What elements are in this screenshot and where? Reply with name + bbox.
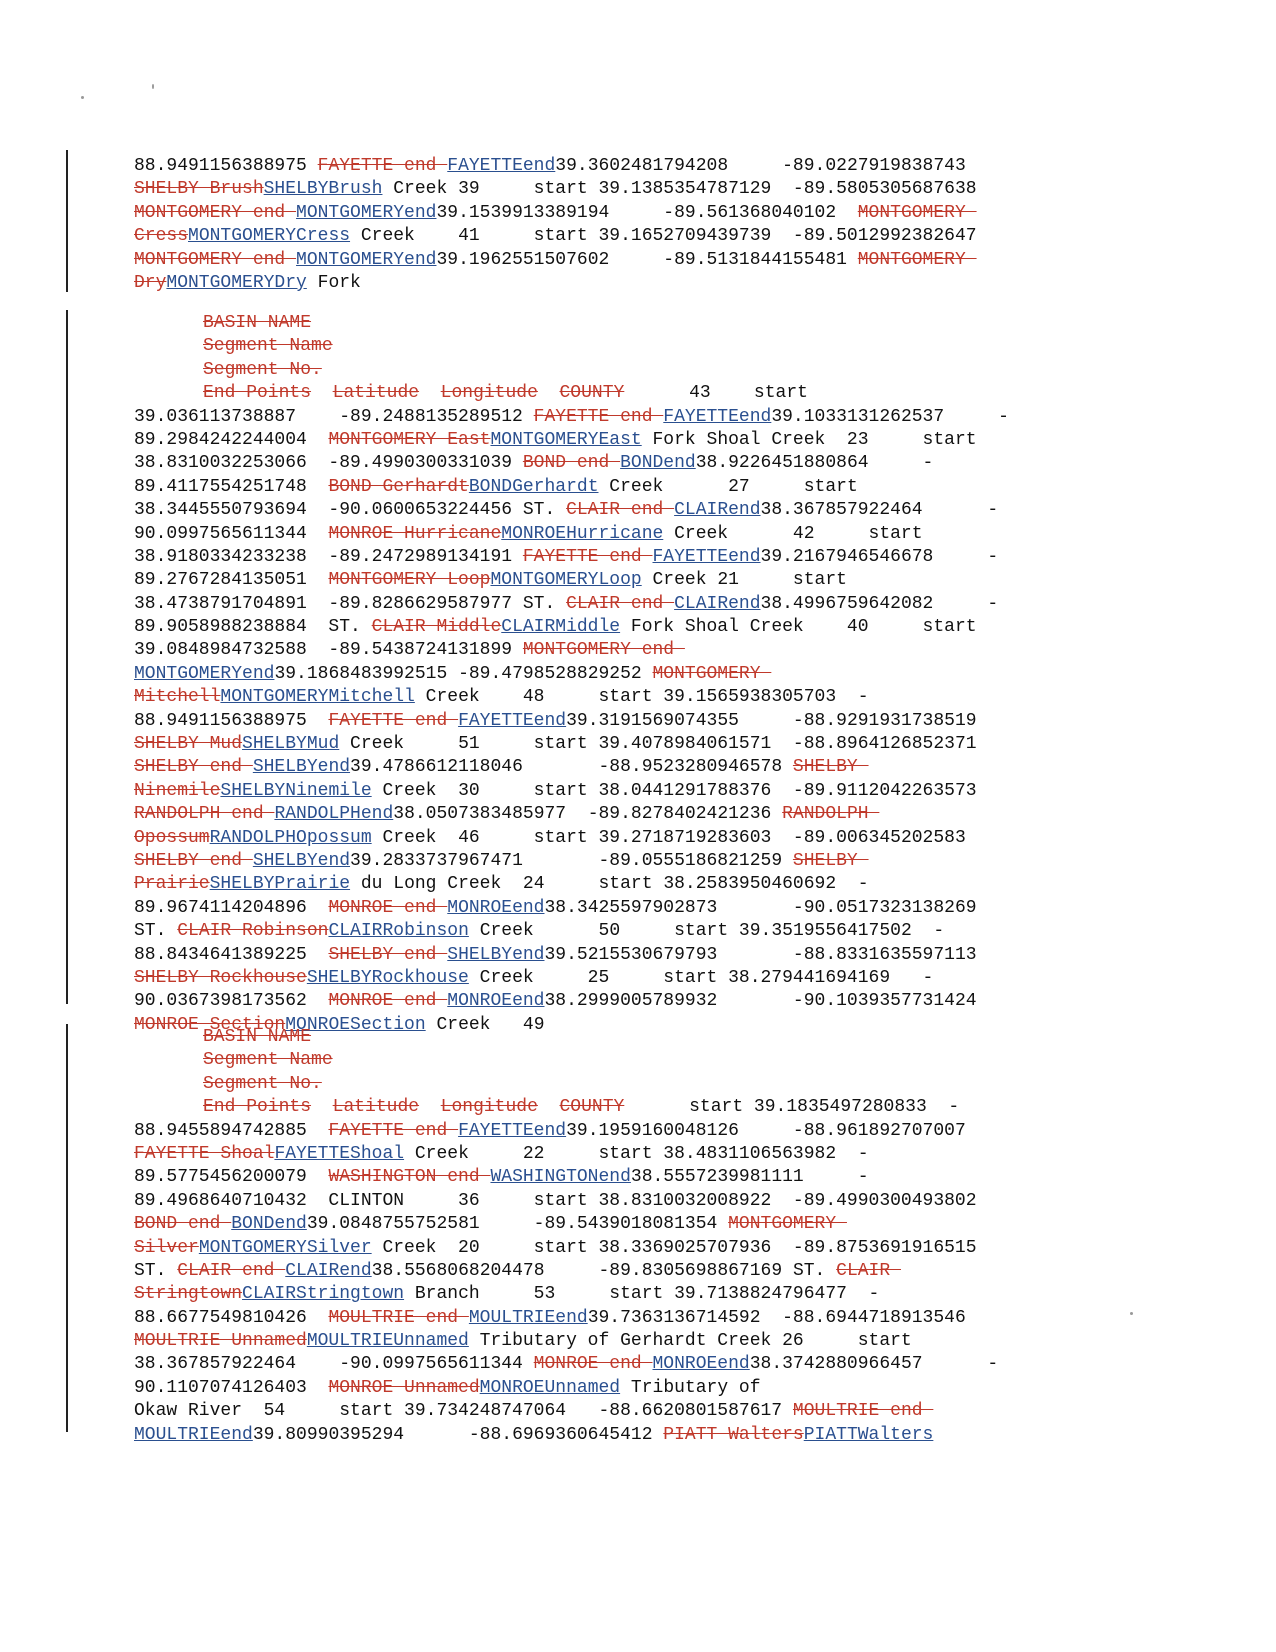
text-line (134, 686, 1009, 709)
deleted-header-label: Longitude (440, 1097, 538, 1118)
text-line (134, 663, 1009, 686)
header-line (134, 1026, 998, 1049)
text-line (134, 1353, 998, 1376)
inserted-text: SHELBYend (252, 850, 351, 871)
plain-text: 38.2999005789932 -90.1039357731424 (544, 991, 977, 1012)
plain-text: 39.7363136714592 -88.6944718913546 (587, 1307, 966, 1328)
deleted-text: MONROE Unnamed (328, 1377, 480, 1398)
paragraph-2 (134, 312, 1009, 1037)
plain-text: 39.80990395294 -88.6969360645412 (252, 1424, 664, 1445)
inserted-text: MONTGOMERYCress (188, 226, 351, 247)
plain-text: Creek 22 start 38.4831106563982 - (404, 1143, 869, 1164)
deleted-text: Prairie (134, 874, 210, 895)
inserted-text: SHELBYRockhouse (306, 967, 469, 988)
inserted-text: SHELBYPrairie (209, 874, 351, 895)
deleted-text: MONTGOMERY Loop (328, 570, 491, 591)
deleted-text: MONROE end (533, 1354, 653, 1375)
text-line (134, 178, 977, 201)
plain-text: 39.0848984732588 -89.5438724131899 (134, 640, 523, 661)
inserted-text: MONROEHurricane (501, 523, 664, 544)
deleted-header-label: Longitude (440, 383, 538, 404)
plain-text: 88.6677549810426 (134, 1307, 329, 1328)
plain-text: 88.9491156388975 (134, 710, 329, 731)
plain-text: 39.1868483992515 -89.4798528829252 (274, 663, 653, 684)
text-line (134, 944, 1009, 967)
plain-text: 38.3425597902873 -90.0517323138269 (544, 897, 977, 918)
inserted-text: FAYETTEend (458, 710, 567, 731)
plain-text: 39.2833737967471 -89.0555186821259 (350, 850, 793, 871)
deleted-text: Cress (134, 226, 189, 247)
deleted-text: MONROE Section (134, 1014, 286, 1035)
plain-text: Creek 25 start 38.279441694169 - (468, 967, 934, 988)
inserted-text: CLAIRRobinson (328, 921, 469, 942)
plain-text: Branch 53 start 39.7138824796477 - (404, 1284, 880, 1305)
paragraph-1 (134, 155, 977, 295)
deleted-header-label: COUNTY (559, 383, 625, 404)
plain-text: Tributary of Gerhardt Creek 26 start (468, 1331, 912, 1352)
text-line (134, 1237, 998, 1260)
deleted-header-label: Segment Name (203, 336, 333, 357)
inserted-text: MONROEend (652, 1354, 750, 1375)
deleted-text: RANDOLPH (782, 804, 880, 825)
plain-text: Creek 21 start (641, 570, 847, 591)
inserted-text: MONTGOMERYEast (490, 429, 642, 450)
plain-text: 38.9180334233238 -89.2472989134191 (134, 546, 523, 567)
text-line (134, 499, 1009, 522)
text-line (134, 225, 977, 248)
deleted-header-label: Latitude (332, 1097, 420, 1118)
deleted-header-label: BASIN NAME (203, 313, 312, 333)
text-line (134, 593, 1009, 616)
plain-text: 38.0507383485977 -89.8278402421236 (393, 804, 783, 825)
inserted-text: SHELBYMud (242, 734, 340, 755)
inserted-text: CLAIRend (674, 500, 761, 521)
deleted-text: SHELBY end (328, 944, 448, 965)
text-line (134, 406, 1009, 429)
deleted-text: MONROE end (328, 991, 448, 1012)
inserted-text: SHELBYBrush (263, 179, 383, 200)
deleted-text: FAYETTE end (533, 406, 664, 427)
plain-text: 38.367857922464 - (760, 500, 999, 521)
plain-text: ST. (134, 921, 178, 942)
inserted-text: RANDOLPHend (274, 804, 394, 825)
scan-speck (81, 96, 84, 99)
inserted-text: FAYETTEend (458, 1120, 567, 1141)
plain-text: 89.5775456200079 (134, 1167, 329, 1188)
plain-text: Creek 41 start 39.1652709439739 -89.5012992382647 (350, 226, 977, 247)
plain-text: Okaw River 54 start 39.734248747064 -88.6620801587617 (134, 1401, 793, 1422)
text-line (134, 476, 1009, 499)
text-line (134, 523, 1009, 546)
plain-text: 39.036113738887 -89.2488135289512 (134, 406, 534, 427)
inserted-text: MONTGOMERYDry (166, 272, 307, 293)
inserted-text: MONTGOMERYMitchell (220, 687, 415, 708)
plain-text: Creek 30 start 38.0441291788376 -89.9112042263573 (371, 780, 977, 801)
deleted-text: Ninemile (134, 780, 221, 801)
plain-text: Creek 48 start 39.1565938305703 - (414, 687, 869, 708)
deleted-header-label: Segment Name (203, 1050, 333, 1071)
inserted-text: FAYETTEend (447, 156, 556, 176)
plain-text: 88.9491156388975 (134, 156, 318, 176)
deleted-text: CLAIR end (566, 500, 675, 521)
deleted-header-label: COUNTY (559, 1097, 625, 1118)
plain-text: 39.4786612118046 -88.9523280946578 (350, 757, 793, 778)
plain-text: Creek 46 start 39.2718719283603 -89.006345202583 (371, 827, 966, 848)
header-line (134, 1096, 998, 1119)
text-line (134, 1283, 998, 1306)
text-line (134, 249, 977, 272)
deleted-text: BOND end (134, 1214, 232, 1235)
deleted-text: SHELBY (792, 850, 869, 871)
inserted-text: SHELBYNinemile (220, 780, 372, 801)
plain-text: 38.4738791704891 -89.8286629587977 ST. (134, 593, 567, 614)
deleted-text: SHELBY (792, 757, 869, 778)
header-line (134, 1049, 998, 1072)
deleted-text: MOULTRIE end (792, 1401, 934, 1422)
plain-text: 39.0848755752581 -89.5439018081354 (306, 1214, 729, 1235)
text-line (134, 756, 1009, 779)
deleted-text: MONTGOMERY (857, 249, 977, 270)
plain-text: ST. (134, 1260, 178, 1281)
plain-text: 89.2984242244004 (134, 429, 329, 450)
plain-text: Creek 42 start (663, 523, 923, 544)
plain-text: Fork Shoal Creek 23 start (641, 429, 977, 450)
inserted-text: SHELBYend (252, 757, 351, 778)
plain-text: Creek 27 start (598, 476, 858, 497)
scan-speck (1130, 1312, 1133, 1315)
text-line (134, 202, 977, 225)
plain-text: Creek 51 start 39.4078984061571 -88.8964126852371 (339, 734, 977, 755)
inserted-text: CLAIRend (674, 593, 761, 614)
header-tail-text: 43 start (689, 383, 808, 404)
deleted-text: SHELBY end (134, 850, 253, 871)
plain-text: 38.3445550793694 -90.0600653224456 ST. (134, 500, 567, 521)
text-line (134, 897, 1009, 920)
plain-text: 39.1539913389194 -89.561368040102 (436, 202, 858, 223)
text-line (134, 1400, 998, 1423)
deleted-text: CLAIR (836, 1260, 901, 1281)
header-line (134, 359, 1009, 382)
text-line (134, 733, 1009, 756)
text-line (134, 639, 1009, 662)
deleted-text: Silver (134, 1237, 199, 1258)
plain-text: Creek 39 start 39.1385354787129 -89.5805305687638 (382, 179, 977, 200)
deleted-text: Mitchell (134, 687, 221, 708)
text-line (134, 1213, 998, 1236)
header-line (134, 382, 1009, 405)
deleted-header-label: BASIN NAME (203, 1027, 312, 1047)
deleted-header-label: Segment No. (203, 1073, 322, 1094)
inserted-text: MONROEend (447, 991, 545, 1012)
deleted-text: SHELBY Brush (134, 179, 264, 200)
text-line (134, 920, 1009, 943)
inserted-text: FAYETTEend (663, 406, 772, 427)
scan-speck (152, 84, 154, 89)
inserted-text: BONDend (620, 453, 696, 474)
plain-text: 88.9455894742885 (134, 1120, 329, 1141)
text-line (134, 990, 1009, 1013)
inserted-text: SHELBYend (447, 944, 545, 965)
deleted-text: SHELBY Rockhouse (134, 967, 307, 988)
inserted-text: MONTGOMERYend (296, 249, 437, 270)
inserted-text: MONTGOMERYend (134, 663, 275, 684)
deleted-text: CLAIR end (177, 1260, 286, 1281)
inserted-text: WASHINGTONend (490, 1167, 631, 1188)
deleted-text: BOND Gerhardt (328, 476, 469, 497)
deleted-header-label: End Points (203, 383, 312, 404)
inserted-text: FAYETTEShoal (274, 1143, 405, 1164)
inserted-text: MOULTRIEend (134, 1424, 253, 1445)
text-line (134, 1424, 998, 1447)
inserted-text: MONTGOMERYLoop (490, 570, 642, 591)
plain-text: 39.1959160048126 -88.961892707007 (566, 1120, 966, 1141)
text-line (134, 616, 1009, 639)
plain-text: 38.4996759642082 - (760, 593, 999, 614)
plain-text: 89.4117554251748 (134, 476, 329, 497)
plain-text: 39.3602481794208 -89.0227919838743 (555, 156, 966, 176)
deleted-text: WASHINGTON end (328, 1167, 491, 1188)
text-line (134, 1307, 998, 1330)
deleted-text: FAYETTE end (317, 156, 448, 176)
inserted-text: MONTGOMERYSilver (198, 1237, 372, 1258)
text-line (134, 1120, 998, 1143)
deleted-text: SHELBY end (134, 757, 253, 778)
plain-text: 89.9058988238884 ST. (134, 617, 372, 638)
text-line (134, 272, 977, 295)
plain-text: 39.3191569074355 -88.9291931738519 (566, 710, 977, 731)
header-tail-text: start 39.1835497280833 - (689, 1097, 960, 1118)
plain-text: 90.1107074126403 (134, 1377, 329, 1398)
text-line (134, 546, 1009, 569)
inserted-text: CLAIRStringtown (242, 1284, 405, 1305)
text-line (134, 1143, 998, 1166)
deleted-text: Opossum (134, 827, 210, 848)
text-line (134, 873, 1009, 896)
deleted-text: MONTGOMERY (652, 663, 772, 684)
deleted-text: PIATT Walters (663, 1424, 804, 1445)
text-line (134, 429, 1009, 452)
deleted-text: MOULTRIE end (328, 1307, 469, 1328)
plain-text: Tributary of (620, 1377, 761, 1398)
plain-text: Creek 49 (425, 1014, 545, 1035)
header-line (134, 1073, 998, 1096)
plain-text: Fork (306, 272, 361, 293)
deleted-text: MONTGOMERY (857, 202, 977, 223)
inserted-text: CLAIRend (285, 1260, 372, 1281)
deleted-text: RANDOLPH end (134, 804, 275, 825)
deleted-header-label: End Points (203, 1097, 312, 1118)
text-line (134, 1166, 998, 1189)
text-line (134, 569, 1009, 592)
plain-text: 38.9226451880864 - (695, 453, 934, 474)
text-line (134, 850, 1009, 873)
deleted-text: CLAIR Robinson (177, 921, 329, 942)
plain-text: Creek 50 start 39.3519556417502 - (468, 921, 945, 942)
change-bar (66, 310, 68, 1004)
inserted-text: MONROEUnnamed (479, 1377, 621, 1398)
text-line (134, 967, 1009, 990)
deleted-text: Dry (134, 272, 167, 293)
deleted-text: BOND end (522, 453, 621, 474)
deleted-text: MONTGOMERY end (522, 640, 685, 661)
plain-text: 90.0367398173562 (134, 991, 329, 1012)
plain-text: Creek 20 start 38.3369025707936 -89.8753691916515 (371, 1237, 977, 1258)
inserted-text: CLAIRMiddle (501, 617, 621, 638)
plain-text: 39.1033131262537 - (771, 406, 1009, 427)
inserted-text: BONDGerhardt (468, 476, 599, 497)
plain-text: 39.1962551507602 -89.5131844155481 (436, 249, 858, 270)
plain-text: 89.4968640710432 CLINTON 36 start 38.8310032008922 -89.4990300493802 (134, 1190, 977, 1211)
deleted-header-label: Latitude (332, 383, 420, 404)
deleted-text: MONTGOMERY end (134, 249, 297, 270)
text-line (134, 827, 1009, 850)
plain-text: Fork Shoal Creek 40 start (620, 617, 977, 638)
deleted-text: FAYETTE end (328, 710, 459, 731)
plain-text: 39.5215530679793 -88.8331635597113 (544, 944, 977, 965)
deleted-text: MONTGOMERY East (328, 429, 491, 450)
deleted-text: MOULTRIE Unnamed (134, 1331, 307, 1352)
text-line (134, 155, 977, 178)
deleted-header-label: Segment No. (203, 359, 322, 380)
text-line (134, 1330, 998, 1353)
deleted-text: FAYETTE end (522, 546, 653, 567)
plain-text: 38.367857922464 -90.0997565611344 (134, 1354, 534, 1375)
plain-text: 38.3742880966457 - (749, 1354, 999, 1375)
deleted-text: FAYETTE end (328, 1120, 459, 1141)
text-line (134, 710, 1009, 733)
inserted-text: MOULTRIEUnnamed (306, 1331, 469, 1352)
inserted-text: MONTGOMERYend (296, 202, 437, 223)
inserted-text: PIATTWalters (803, 1424, 934, 1445)
deleted-text: MONROE Hurricane (328, 523, 502, 544)
header-line (134, 312, 1009, 335)
inserted-text: MONROESection (285, 1014, 426, 1035)
paragraph-3 (134, 1026, 998, 1447)
text-line (134, 452, 1009, 475)
plain-text: 38.5568068204478 -89.8305698867169 ST. (371, 1260, 837, 1281)
deleted-text: Stringtown (134, 1284, 243, 1305)
inserted-text: RANDOLPHOpossum (209, 827, 372, 848)
inserted-text: MOULTRIEend (468, 1307, 588, 1328)
plain-text: du Long Creek 24 start 38.2583950460692 - (350, 874, 869, 895)
text-line (134, 780, 1009, 803)
deleted-text: FAYETTE Shoal (134, 1143, 275, 1164)
deleted-text: CLAIR end (566, 593, 675, 614)
text-line (134, 1260, 998, 1283)
deleted-text: MONTGOMERY (728, 1214, 847, 1235)
text-line (134, 1190, 998, 1213)
plain-text: 90.0997565611344 (134, 523, 329, 544)
plain-text: 89.9674114204896 (134, 897, 329, 918)
change-bar (66, 150, 68, 292)
deleted-text: MONTGOMERY end (134, 202, 297, 223)
text-line (134, 803, 1009, 826)
deleted-text: MONROE end (328, 897, 448, 918)
plain-text: 89.2767284135051 (134, 570, 329, 591)
change-bar (66, 1024, 68, 1432)
plain-text: 88.8434641389225 (134, 944, 329, 965)
plain-text: 38.5557239981111 - (630, 1167, 869, 1188)
inserted-text: FAYETTEend (652, 546, 761, 567)
deleted-text: SHELBY Mud (134, 734, 243, 755)
plain-text: 38.8310032253066 -89.4990300331039 (134, 453, 523, 474)
inserted-text: MONROEend (447, 897, 545, 918)
plain-text: 39.2167946546678 - (760, 546, 999, 567)
inserted-text: BONDend (231, 1214, 307, 1235)
deleted-text: CLAIR Middle (371, 617, 502, 638)
text-line (134, 1377, 998, 1400)
header-line (134, 335, 1009, 358)
